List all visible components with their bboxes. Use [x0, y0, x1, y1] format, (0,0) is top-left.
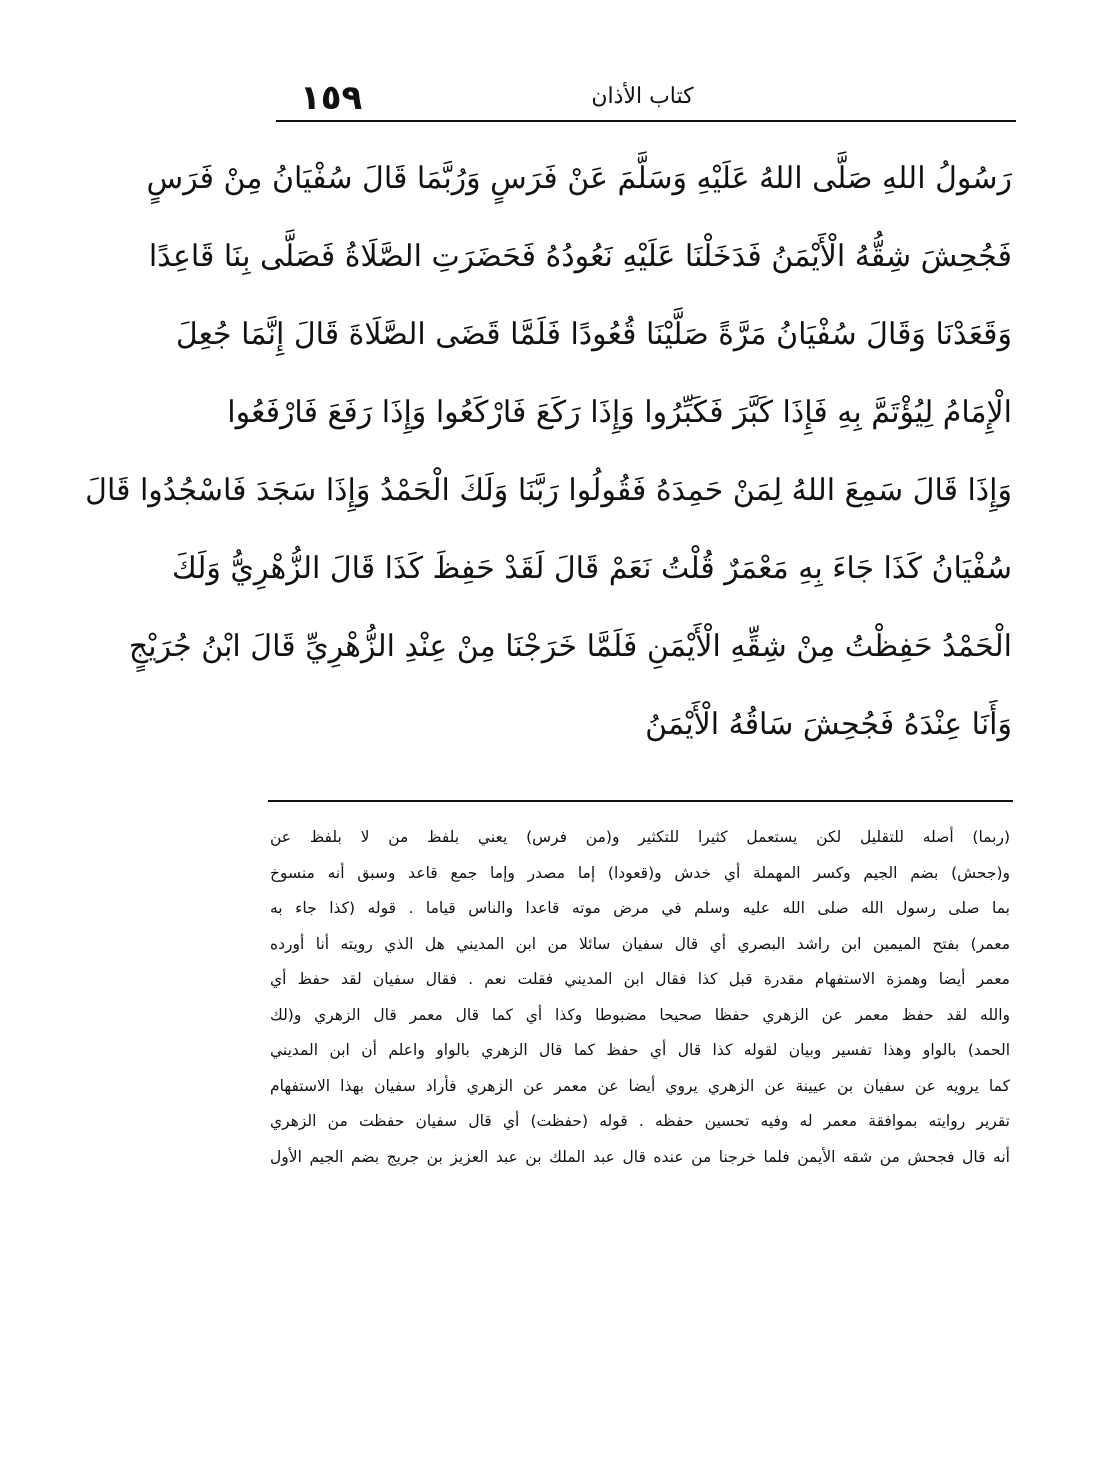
footnote-line: تقرير روايته بموافقة معمر له وفيه تحسين حفظه . قوله (حفظت) أي قال سفيان حفظت من الزهري: [270, 1112, 1010, 1130]
hadith-line: وَقَعَدْنَا وَقَالَ سُفْيَانُ مَرَّةً صَلَّيْنَا قُعُودًا فَلَمَّا قَضَى الصَّلَاةَ قَالَ إِنَّمَا جُعِلَ: [175, 317, 1012, 352]
footnote-line: أنه قال فجحش من شقه الأيمن فلما خرجنا من عنده قال عبد الملك بن عبد العزيز بن جريج بضم الجيم الأول: [270, 1147, 1010, 1166]
hadith-line: وَأَنَا عِنْدَهُ فَجُحِشَ سَاقُهُ الْأَيْمَنُ: [645, 707, 1012, 742]
running-title: كتاب الأذان: [591, 84, 694, 109]
hadith-line: فَجُحِشَ شِقُّهُ الْأَيْمَنُ فَدَخَلْنَا عَلَيْهِ نَعُودُهُ فَحَضَرَتِ الصَّلَاةُ فَصَلَّى بِنَا قَاعِدًا: [148, 239, 1012, 274]
page-number: ١٥٩: [300, 78, 363, 118]
footnote-line: معمر) بفتح الميمين ابن راشد البصري أي قال سفيان سائلا من ابن المديني هل الذي رويته أنا أورده: [270, 934, 1010, 953]
hadith-line: وَإِذَا قَالَ سَمِعَ اللهُ لِمَنْ حَمِدَهُ فَقُولُوا رَبَّنَا وَلَكَ الْحَمْدُ وَإِذَا سَجَدَ فَاسْجُدُوا قَالَ: [85, 473, 1012, 508]
footnote-line: والله لقد حفظ معمر عن الزهري حفظا صحيحا مضبوطا وكذا أي كما قال معمر قال الزهري و(لك: [270, 1005, 1010, 1024]
header-rule: [276, 120, 1016, 122]
footnote-line: و(جحش) بضم الجيم وكسر المهملة أي خدش و(قعودا) إما مصدر وإما جمع قاعد وسبق أنه منسوخ: [270, 863, 1010, 882]
hadith-line: الْإِمَامُ لِيُؤْتَمَّ بِهِ فَإِذَا كَبَّرَ فَكَبِّرُوا وَإِذَا رَكَعَ فَارْكَعُوا وَإِذَا رَفَعَ فَارْفَعُوا: [227, 395, 1012, 430]
hadith-line: رَسُولُ اللهِ صَلَّى اللهُ عَلَيْهِ وَسَلَّمَ عَنْ فَرَسٍ وَرُبَّمَا قَالَ سُفْيَانُ مِنْ فَرَسٍ: [146, 161, 1012, 196]
hadith-line: الْحَمْدُ حَفِظْتُ مِنْ شِقِّهِ الْأَيْمَنِ فَلَمَّا خَرَجْنَا مِنْ عِنْدِ الزُّهْرِيِّ قَالَ ابْنُ جُرَيْجٍ: [128, 629, 1012, 664]
footnote-line: بما صلى رسول الله صلى الله عليه وسلم في مرض موته قاعدا والناس قياما . قوله (كذا جاء به: [270, 899, 1010, 917]
hadith-line: سُفْيَانُ كَذَا جَاءَ بِهِ مَعْمَرٌ قُلْتُ نَعَمْ قَالَ لَقَدْ حَفِظَ كَذَا قَالَ الزُّهْرِيُّ وَلَكَ: [171, 551, 1012, 586]
footnote-line: معمر أيضا وهمزة الاستفهام مقدرة قبل كذا فقال ابن المديني فقلت نعم . فقال سفيان لقد حفظ أي: [270, 970, 1010, 988]
hadith-text: [85, 140, 1012, 764]
commentary-footnotes: [270, 820, 1010, 1175]
footnote-line: (ربما) أصله للتقليل لكن يستعمل كثيرا للتكثير و(من فرس) يعني بلفظ من لا بلفظ عن: [270, 828, 1010, 846]
page-header: [270, 78, 1015, 118]
footnote-line: كما يرويه عن سفيان بن عيينة عن الزهري يروي أيضا عن معمر عن الزهري فأراد سفيان بهذا الاستفهام: [270, 1076, 1010, 1095]
footnote-rule: [268, 800, 1013, 802]
footnote-line: الحمد) بالواو وهذا تفسير وبيان لقوله كذا قال أي حفظ كما قال الزهري بالواو واعلم أن ابن المديني: [270, 1041, 1010, 1059]
